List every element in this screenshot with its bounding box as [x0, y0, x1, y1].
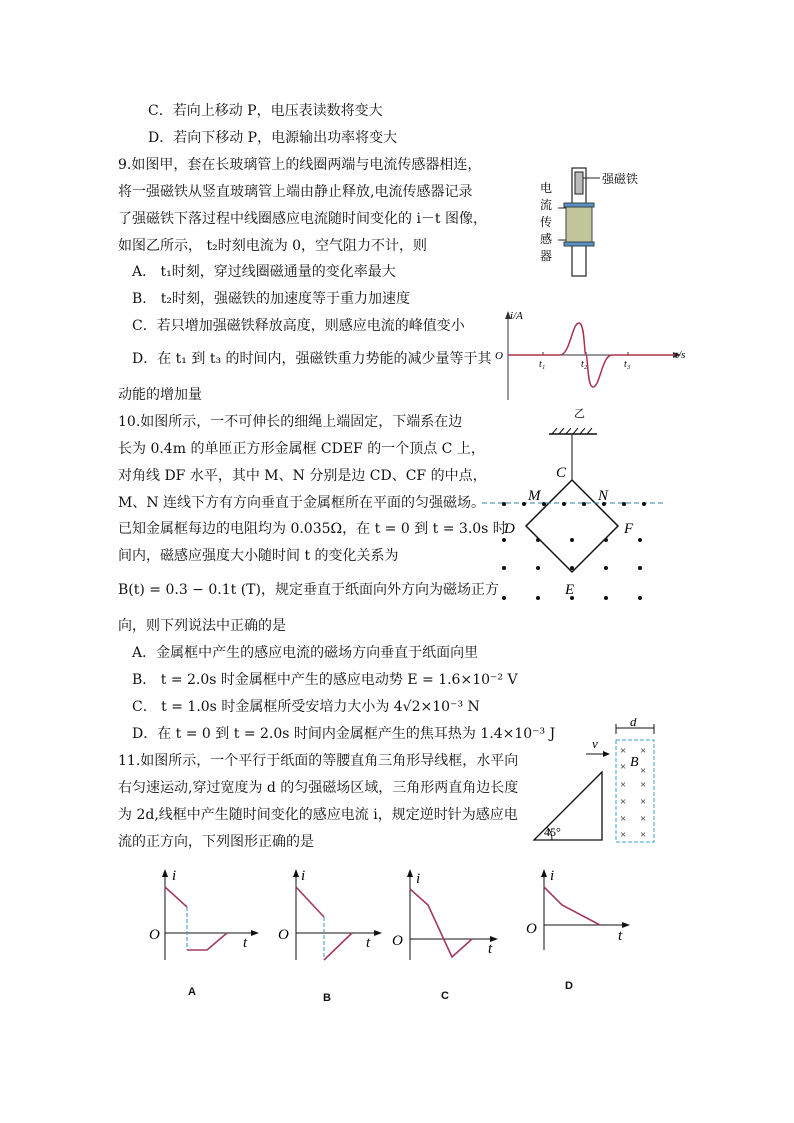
q9-figure-a [528, 160, 678, 280]
svg-text:电: 电 [540, 181, 553, 195]
svg-text:×: × [620, 745, 627, 757]
q10-figure [478, 428, 668, 608]
point-m: M [528, 488, 541, 504]
svg-text:×: × [640, 745, 647, 757]
svg-text:×: × [640, 813, 647, 825]
graph-d-xlabel: t [618, 928, 623, 944]
q10-line-3: 对角线 DF 水平，其中 M、N 分别是边 CD、CF 的中点， [118, 468, 487, 484]
svg-text:×: × [620, 796, 627, 808]
graph-d-ylabel: i [550, 868, 555, 884]
svg-text:感: 感 [540, 232, 553, 246]
graph-c-xlabel: t [488, 941, 493, 957]
svg-text:器: 器 [540, 249, 553, 263]
graph-c [392, 865, 507, 965]
vertex-e: E [565, 582, 575, 598]
t-axis-label: t/s [675, 349, 686, 361]
sensor-label [540, 180, 552, 263]
q9-line-4: 如图乙所示， t₂时刻电流为 0，空气阻力不计，则 [118, 238, 428, 254]
velocity-label: v [592, 736, 598, 751]
angle-label: 45° [544, 825, 561, 839]
q8-option-d: D．若向下移动 P，电源输出功率将变大 [148, 130, 398, 146]
q10-line-8: 向，则下列说法中正确的是 [118, 618, 286, 634]
q10-line-7: B(t) = 0.3 − 0.1t (T)，规定垂直于纸面向外方向为磁场正方 [118, 582, 499, 598]
graph-d [522, 865, 637, 955]
field-label: B [630, 755, 639, 770]
tick-t1: t₁ [539, 359, 546, 370]
svg-text:×: × [620, 829, 627, 841]
graph-c-letter: C [441, 990, 449, 1002]
graph-b-xlabel: t [366, 935, 371, 951]
q8-option-c: C．若向上移动 P，电压表读数将变大 [148, 103, 383, 119]
graph-a [145, 865, 260, 965]
graph-b-letter: B [323, 992, 331, 1004]
q9-option-b: B． t₂时刻，强磁铁的加速度等于重力加速度 [132, 291, 410, 307]
width-label: d [630, 718, 637, 729]
svg-text:×: × [640, 829, 647, 841]
q11-line-2: 右匀速运动,穿过宽度为 d 的匀强磁场区域，三角形两直角边长度 [118, 780, 519, 796]
q9-line-2: 将一强磁铁从竖直玻璃管上端由静止释放,电流传感器记录 [118, 184, 473, 200]
svg-text:×: × [620, 813, 627, 825]
q10-line-6: 间内，磁感应强度大小随时间 t 的变化关系为 [118, 548, 399, 564]
q9-option-d-cont: 动能的增加量 [118, 387, 202, 403]
magnet-label: 强磁铁 [602, 172, 639, 186]
q10-option-b: B． t = 2.0s 时金属框中产生的感应电动势 E = 1.6×10⁻² V [132, 672, 518, 688]
graph-c-ylabel: i [416, 871, 421, 887]
coil [566, 204, 592, 244]
tick-t2: t₂ [581, 359, 588, 370]
svg-text:×: × [620, 779, 627, 791]
q10-option-d: D．在 t = 0 到 t = 2.0s 时间内金属框产生的焦耳热为 1.4×10⁻³ J [132, 726, 556, 742]
origin-label: O [495, 350, 503, 362]
svg-text:×: × [620, 761, 627, 773]
svg-text:×: × [640, 765, 647, 777]
graph-a-xlabel: t [243, 935, 248, 951]
svg-text:传: 传 [540, 215, 553, 229]
i-axis-label: i/A [510, 310, 523, 322]
q11-line-4: 流的正方向，下列图形正确的是 [118, 834, 314, 850]
q11-line-1: 11.如图所示，一个平行于纸面的等腰直角三角形导线框，水平向 [118, 753, 519, 769]
tick-t3: t₃ [624, 359, 631, 370]
figure-caption: 乙 [574, 408, 585, 420]
graph-a-ylabel: i [172, 868, 177, 884]
vertex-d: D [504, 521, 515, 537]
svg-text:×: × [640, 796, 647, 808]
q9-option-a: A． t₁时刻，穿过线圈磁通量的变化率最大 [132, 264, 396, 280]
q9-line-1: 9.如图甲，套在长玻璃管上的线圈两端与电流传感器相连， [118, 157, 482, 173]
graph-d-letter: D [565, 980, 573, 992]
point-n: N [598, 488, 609, 504]
q9-figure-b [490, 305, 700, 425]
q10-option-a: A．金属框中产生的感应电流的磁场方向垂直于纸面向里 [132, 645, 479, 661]
q9-line-3: 了强磁铁下落过程中线圈感应电流随时间变化的 i－t 图像， [118, 211, 488, 227]
graph-d-origin: O [526, 921, 537, 937]
q10-line-4: M、N 连线下方有方向垂直于金属框所在平面的匀强磁场。 [118, 495, 486, 511]
graph-a-origin: O [149, 927, 160, 943]
q10-line-5: 已知金属框每边的电阻均为 0.035Ω，在 t = 0 到 t = 3.0s 时 [118, 521, 507, 537]
q10-line-1: 10.如图所示，一不可伸长的细绳上端固定，下端系在边 [118, 414, 463, 430]
graph-c-origin: O [392, 933, 403, 949]
q10-line-2: 长为 0.4m 的单匝正方形金属框 CDEF 的一个顶点 C 上， [118, 441, 485, 457]
q11-line-3: 为 2d,线框中产生随时间变化的感应电流 i，规定逆时针为感应电 [118, 807, 518, 823]
graph-b-origin: O [278, 927, 289, 943]
graph-b-ylabel: i [301, 868, 306, 884]
q11-figure [528, 718, 668, 848]
graph-a-letter: A [188, 986, 196, 998]
svg-text:流: 流 [540, 198, 553, 212]
vertex-f: F [624, 521, 634, 537]
q9-option-d: D．在 t₁ 到 t₃ 的时间内，强磁铁重力势能的减少量等于其 [132, 351, 492, 367]
q10-option-c: C． t = 1.0s 时金属框所受安培力大小为 4√2×10⁻³ N [132, 699, 480, 715]
vertex-c: C [556, 465, 567, 481]
svg-text:×: × [640, 779, 647, 791]
q9-option-c: C．若只增加强磁铁释放高度，则感应电流的峰值变小 [132, 318, 465, 334]
graph-b [276, 865, 386, 965]
strong-magnet [575, 172, 583, 194]
